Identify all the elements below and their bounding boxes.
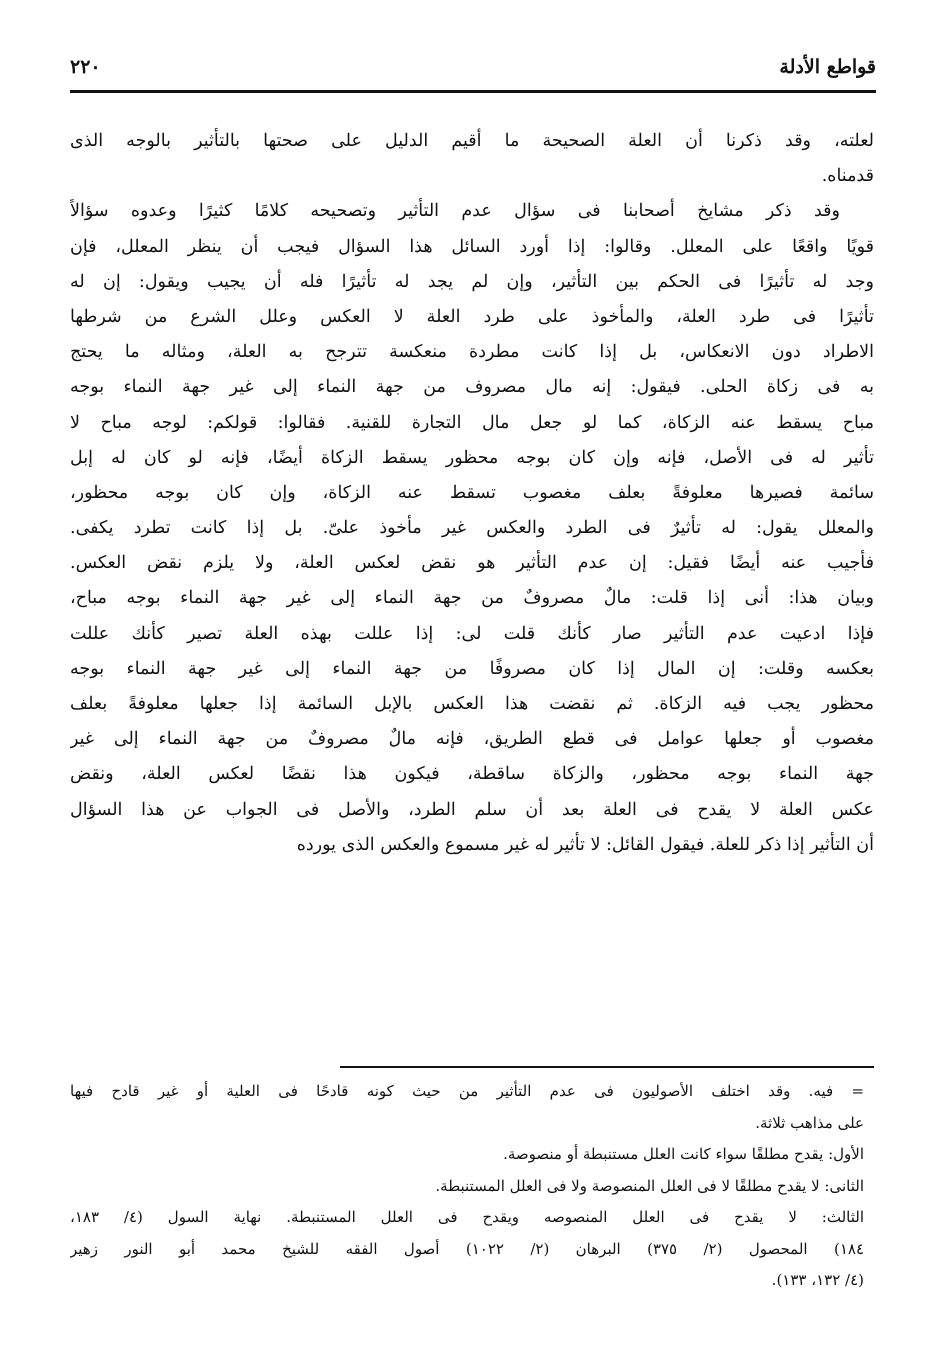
text-line: مغصوب أو جعلها عوامل فى قطع الطريق، فإنه مالٌ مصروفٌ من جهة النماء إلى غير <box>70 729 874 750</box>
footnote-line: ١٨٤) المحصول (٢/ ٣٧٥) البرهان (٢/ ١٠٢٢) أصول الفقه للشيخ محمد أبو النور زهير <box>70 1239 864 1258</box>
text-line: جهة النماء بوجه محظور، والزكاة ساقطة، فيكون هذا نقضًا لعكس العلة، ونقض <box>70 764 874 785</box>
footnote-line: الثالث: لا يقدح فى العلل المنصوصه ويقدح فى العلل المستنبطة. نهاية السول (٤/ ١٨٣، <box>70 1208 864 1226</box>
text-line: أن التأثير إذا ذكر للعلة. فيقول القائل: لا تأثير له غير مسموع والعكس الذى يورده <box>296 834 874 855</box>
text-line: وقد ذكر مشايخ أصحابنا فى سؤال عدم التأثير وتصحيحه كلامًا كثيرًا وعدوه سؤالاً <box>70 201 840 222</box>
page-header <box>70 48 876 98</box>
text-line: تأثير له فى الأصل، فإنه وإن كان بوجه محظور يسقط الزكاة أيضًا، فإنه لو كان له إبل <box>70 447 874 468</box>
text-line: مباح يسقط عنه الزكاة، كما لو جعل مال التجارة للقنية. فقالوا: قولكم: لوجه مباح لا <box>70 412 874 433</box>
text-line: قدمناه. <box>821 166 874 187</box>
text-line: تأثيرًا فى طرد العلة، والمأخوذ على طرد العلة لا العكس وعلل الشرع من شرطها <box>70 306 874 327</box>
page-number: ٢٢٠ <box>70 56 101 78</box>
text-line: والمعلل يقول: له تأثيرٌ فى الطرد والعكس غير مأخوذ علىّ. بل إذا كانت تطرد يكفى. <box>70 518 874 539</box>
text-line: وبيان هذا: أنى إذا قلت: مالٌ مصروفٌ من جهة النماء إلى غير جهة النماء بوجه مباح، <box>70 588 874 609</box>
text-line: لعلته، وقد ذكرنا أن العلة الصحيحة ما أقيم الدليل على صحتها بالتأثير بالوجه الذى <box>70 131 874 151</box>
footnote-line: الأول: يقدح مطلقًا سواء كانت العلل مستنبطة أو منصوصة. <box>503 1145 864 1163</box>
text-line: فإذا ادعيت عدم التأثير صار كأنك قلت لى: إذا عللت بهذه العلة تصير كأنك عللت <box>70 623 874 644</box>
footnote-line: = فيه. وقد اختلف الأصوليون فى عدم التأثير من حيث كونه قادحًا فى العلية أو غير قادح فيها <box>70 1082 864 1100</box>
text-line: وجد له تأثيرًا فى الحكم بين التأثير، وإن لم يجد له تأثيرًا فله أن يجيب ويقول: إن له <box>70 271 874 292</box>
footnote-line: الثانى: لا يقدح مطلقًا لا فى العلل المنصوصة ولا فى العلل المستنبطة. <box>435 1176 864 1195</box>
footnote-line: (٤/ ١٣٢، ١٣٣). <box>771 1271 864 1289</box>
text-line: بعكسه وقلت: إن المال إذا كان مصروفًا من جهة النماء إلى غير جهة النماء بوجه <box>70 658 874 679</box>
text-line: به فى زكاة الحلى. فيقول: إنه مال مصروف من جهة النماء إلى غير جهة النماء بوجه <box>70 377 874 398</box>
text-line: سائمة فصيرها معلوفةً بعلف مغصوب تسقط عنه الزكاة، وإن كان بوجه محظور، <box>70 482 874 503</box>
header-rule <box>70 90 876 93</box>
text-line: فأجيب عنه أيضًا فقيل: إن عدم التأثير هو نقض لعكس العلة، ولا يلزم نقض العكس. <box>70 553 874 574</box>
footnotes <box>70 1076 864 1297</box>
running-title: قواطع الأدلة <box>779 56 876 78</box>
footnote-separator <box>340 1066 874 1068</box>
text-line: محظور يجب فيه الزكاة. ثم نقضت هذا العكس بالإبل السائمة إذا جعلها معلوفةً بعلف <box>70 694 874 714</box>
main-text <box>70 124 874 863</box>
text-line: قويًا واقعًا على المعلل. وقالوا: إذا أورد السائل هذا السؤال فيجب أن ينظر المعلل، فإن <box>70 236 874 257</box>
text-line: عكس العلة لا يقدح فى العلة بعد أن سلم الطرد، والأصل فى الجواب عن هذا السؤال <box>70 799 874 820</box>
text-line: الاطراد دون الانعكاس، بل إذا كانت مطردة منعكسة تترجح به العلة، ومثاله ما يحتج <box>70 342 874 363</box>
footnote-line: على مذاهب ثلاثة. <box>755 1113 864 1132</box>
